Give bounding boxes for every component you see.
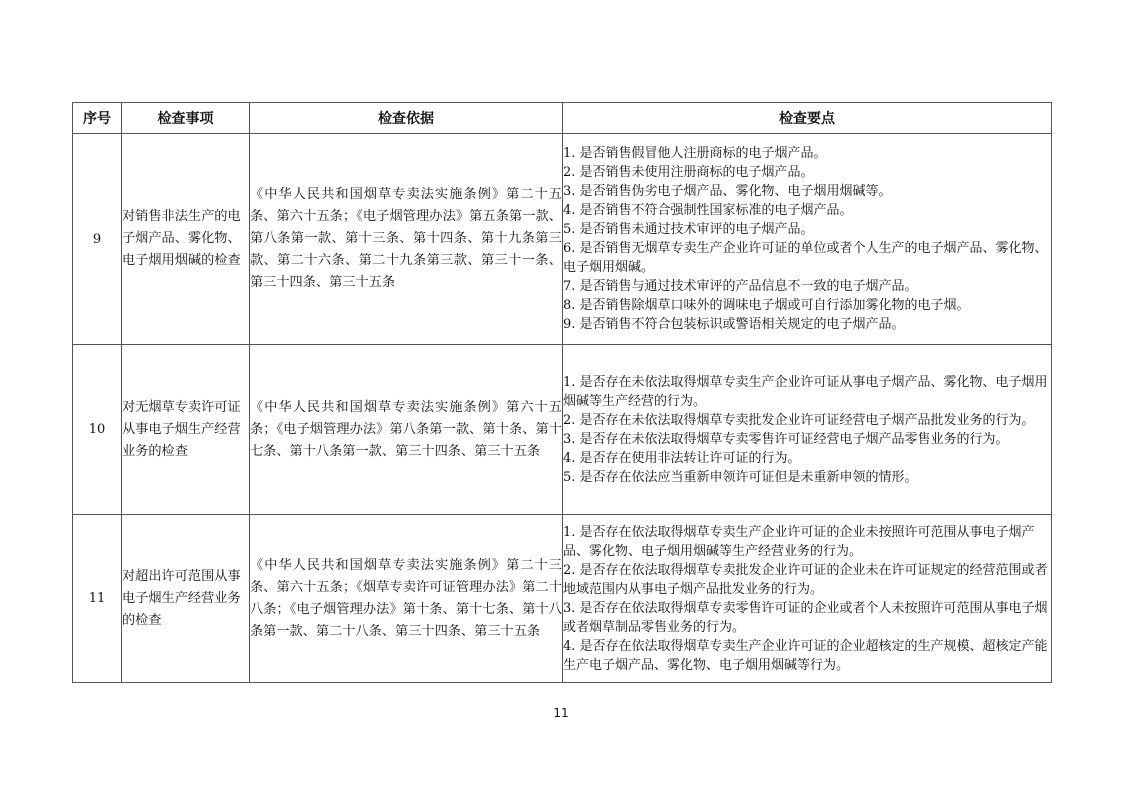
point-item: 3. 是否存在依法取得烟草专卖零售许可证的企业或者个人未按照许可范围从事电子烟或者烟草制品零售业务的行为。 bbox=[563, 600, 1048, 635]
inspection-item: 对销售非法生产的电子烟产品、雾化物、电子烟用烟碱的检查 bbox=[122, 134, 250, 345]
point-item: 1. 是否销售假冒他人注册商标的电子烟产品。 bbox=[563, 146, 827, 161]
point-item: 2. 是否存在依法取得烟草专卖批发企业许可证的企业未在许可证规定的经营范围或者地域范围内从事电子烟产品批发业务的行为。 bbox=[563, 562, 1048, 597]
row-number: 9 bbox=[73, 134, 122, 345]
inspection-basis: 《中华人民共和国烟草专卖法实施条例》第二十三条、第六十五条；《烟草专卖许可证管理办法》第二十八条；《电子烟管理办法》第十条、第十七条、第十八条第一款、第二十八条、第三十四条、第三十五条 bbox=[250, 515, 563, 683]
point-item: 4. 是否存在使用非法转让许可证的行为。 bbox=[563, 450, 801, 466]
table-header-row bbox=[73, 103, 1052, 134]
inspection-points bbox=[563, 345, 1052, 515]
inspection-basis: 《中华人民共和国烟草专卖法实施条例》第六十五条；《电子烟管理办法》第八条第一款、第十条、第十七条、第十八条第一款、第三十四条、第三十五条 bbox=[250, 345, 563, 515]
point-item: 2. 是否销售未使用注册商标的电子烟产品。 bbox=[563, 165, 814, 180]
header-basis: 检查依据 bbox=[250, 103, 563, 134]
inspection-basis: 《中华人民共和国烟草专卖法实施条例》第二十五条、第六十五条；《电子烟管理办法》第五条第一款、第八条第一款、第十三条、第十四条、第十九条第三款、第二十六条、第二十九条第三款、第三十一条、第三十四条、第三十五条 bbox=[250, 134, 563, 345]
point-item: 1. 是否存在未依法取得烟草专卖生产企业许可证从事电子烟产品、雾化物、电子烟用烟碱等生产经营的行为。 bbox=[563, 374, 1048, 409]
point-item: 5. 是否销售未通过技术审评的电子烟产品。 bbox=[563, 222, 814, 237]
inspection-table bbox=[72, 102, 1052, 683]
point-item: 3. 是否存在未依法取得烟草专卖零售许可证经营电子烟产品零售业务的行为。 bbox=[563, 431, 1009, 447]
point-item: 1. 是否存在依法取得烟草专卖生产企业许可证的企业未按照许可范围从事电子烟产品、雾化物、电子烟用烟碱等生产经营业务的行为。 bbox=[563, 524, 1035, 559]
point-item: 5. 是否存在依法应当重新申领许可证但是未重新申领的情形。 bbox=[563, 469, 918, 485]
table-row bbox=[73, 345, 1052, 515]
inspection-item: 对超出许可范围从事电子烟生产经营业务的检查 bbox=[122, 515, 250, 683]
point-item: 4. 是否存在依法取得烟草专卖生产企业许可证的企业超核定的生产规模、超核定产能生产电子烟产品、雾化物、电子烟用烟碱等行为。 bbox=[563, 638, 1048, 673]
inspection-item: 对无烟草专卖许可证从事电子烟生产经营业务的检查 bbox=[122, 345, 250, 515]
point-item: 9. 是否销售不符合包装标识或警语相关规定的电子烟产品。 bbox=[563, 317, 905, 332]
row-number: 10 bbox=[73, 345, 122, 515]
point-item: 3. 是否销售伪劣电子烟产品、雾化物、电子烟用烟碱等。 bbox=[563, 184, 892, 199]
header-no: 序号 bbox=[73, 103, 122, 134]
point-item: 2. 是否存在未依法取得烟草专卖批发企业许可证经营电子烟产品批发业务的行为。 bbox=[563, 412, 1035, 428]
point-item: 7. 是否销售与通过技术审评的产品信息不一致的电子烟产品。 bbox=[563, 279, 918, 294]
inspection-points bbox=[563, 134, 1052, 345]
table-row bbox=[73, 515, 1052, 683]
page-number: 11 bbox=[553, 706, 569, 720]
table-row bbox=[73, 134, 1052, 345]
header-points: 检查要点 bbox=[563, 103, 1052, 134]
point-item: 6. 是否销售无烟草专卖生产企业许可证的单位或者个人生产的电子烟产品、雾化物、电子烟用烟碱。 bbox=[563, 241, 1048, 275]
header-item: 检查事项 bbox=[122, 103, 250, 134]
row-number: 11 bbox=[73, 515, 122, 683]
point-item: 4. 是否销售不符合强制性国家标准的电子烟产品。 bbox=[563, 203, 853, 218]
point-item: 8. 是否销售除烟草口味外的调味电子烟或可自行添加雾化物的电子烟。 bbox=[563, 298, 970, 313]
inspection-points bbox=[563, 515, 1052, 683]
